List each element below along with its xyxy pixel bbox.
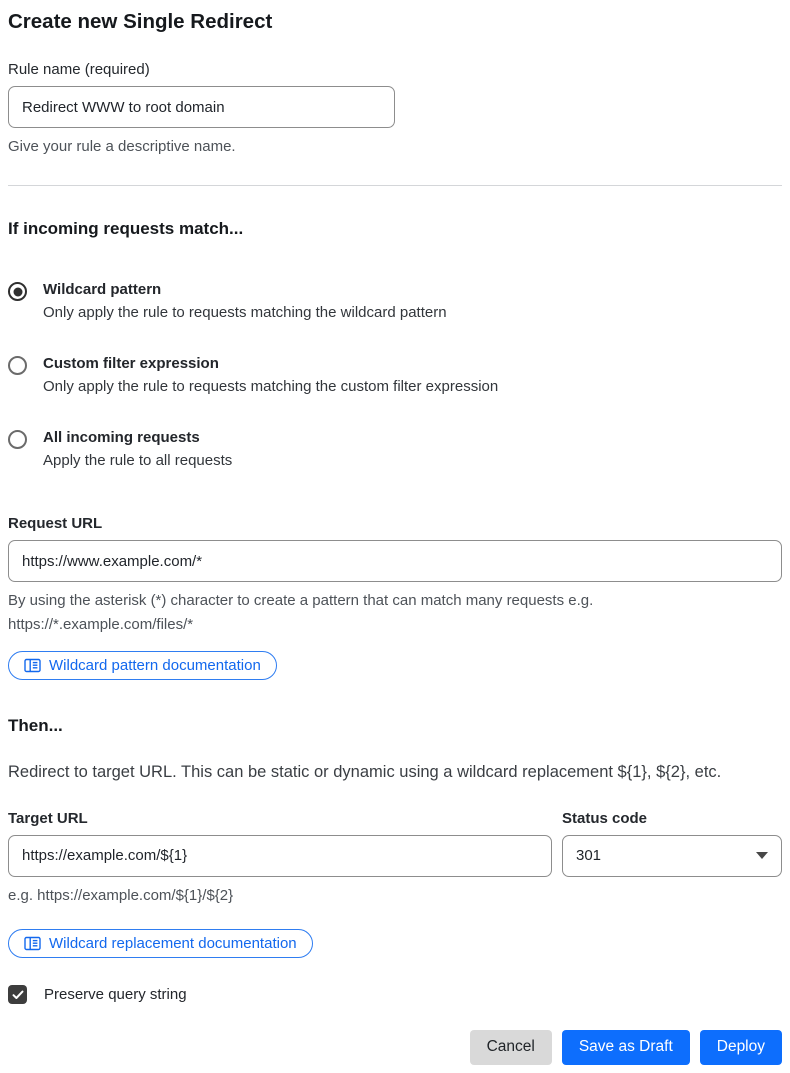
radio-label: All incoming requests bbox=[43, 429, 200, 447]
doc-button-label: Wildcard pattern documentation bbox=[49, 656, 261, 674]
radio-label: Custom filter expression bbox=[43, 355, 219, 373]
rule-name-input[interactable] bbox=[8, 86, 395, 128]
rule-name-help: Give your rule a descriptive name. bbox=[8, 138, 236, 155]
radio-description: Only apply the rule to requests matching the custom filter expression bbox=[43, 378, 499, 396]
status-code-field bbox=[562, 810, 782, 907]
request-url-help-line1: By using the asterisk (*) character to create a pattern that can match many requests e.g. bbox=[8, 592, 594, 610]
target-row bbox=[8, 810, 782, 907]
status-code-value: 301 bbox=[576, 847, 602, 865]
radio-option-all-incoming-requests[interactable] bbox=[8, 429, 782, 469]
then-section-description: Redirect to target URL. This can be static or dynamic using a wildcard replacement ${1}, ${2}, etc. bbox=[8, 762, 722, 781]
deploy-button[interactable]: Deploy bbox=[700, 1030, 782, 1065]
section-divider bbox=[8, 185, 782, 186]
cancel-button[interactable]: Cancel bbox=[470, 1030, 552, 1065]
request-url-help-line2: https://*.example.com/files/* bbox=[8, 615, 194, 633]
radio-label: Wildcard pattern bbox=[43, 281, 162, 299]
status-code-select[interactable] bbox=[562, 835, 782, 877]
preserve-query-string-label: Preserve query string bbox=[44, 986, 187, 1003]
rule-name-field bbox=[8, 61, 782, 158]
preserve-query-string-row[interactable] bbox=[8, 985, 782, 1004]
radio-unselected-icon[interactable] bbox=[8, 356, 27, 375]
match-section-heading: If incoming requests match... bbox=[8, 219, 244, 239]
request-url-input[interactable] bbox=[8, 540, 782, 582]
wildcard-pattern-docs-button[interactable] bbox=[8, 651, 277, 680]
save-as-draft-button[interactable]: Save as Draft bbox=[562, 1030, 690, 1065]
book-icon bbox=[24, 936, 41, 951]
doc-button-label: Wildcard replacement documentation bbox=[49, 935, 297, 952]
checkbox-checked-icon[interactable] bbox=[8, 985, 27, 1004]
target-url-label: Target URL bbox=[8, 809, 88, 827]
request-url-help bbox=[8, 589, 782, 636]
then-section-heading: Then... bbox=[8, 715, 63, 735]
radio-description: Only apply the rule to requests matching the wildcard pattern bbox=[43, 304, 447, 322]
book-icon bbox=[24, 658, 41, 673]
radio-option-custom-filter-expression[interactable] bbox=[8, 355, 782, 395]
radio-unselected-icon[interactable] bbox=[8, 430, 27, 449]
form-actions bbox=[8, 1030, 782, 1065]
target-url-input[interactable] bbox=[8, 835, 552, 877]
rule-name-label: Rule name (required) bbox=[8, 61, 150, 78]
wildcard-replacement-docs-button[interactable] bbox=[8, 929, 313, 958]
status-code-label: Status code bbox=[562, 809, 648, 827]
page-title: Create new Single Redirect bbox=[8, 10, 273, 33]
target-url-help: e.g. https://example.com/${1}/${2} bbox=[8, 886, 234, 904]
request-url-field bbox=[8, 515, 782, 680]
request-url-label: Request URL bbox=[8, 515, 103, 533]
radio-selected-icon[interactable] bbox=[8, 282, 27, 301]
chevron-down-icon bbox=[756, 852, 768, 859]
target-url-field bbox=[8, 810, 552, 907]
radio-description: Apply the rule to all requests bbox=[43, 452, 233, 470]
match-type-radio-group bbox=[8, 281, 782, 469]
radio-option-wildcard-pattern[interactable] bbox=[8, 281, 782, 321]
